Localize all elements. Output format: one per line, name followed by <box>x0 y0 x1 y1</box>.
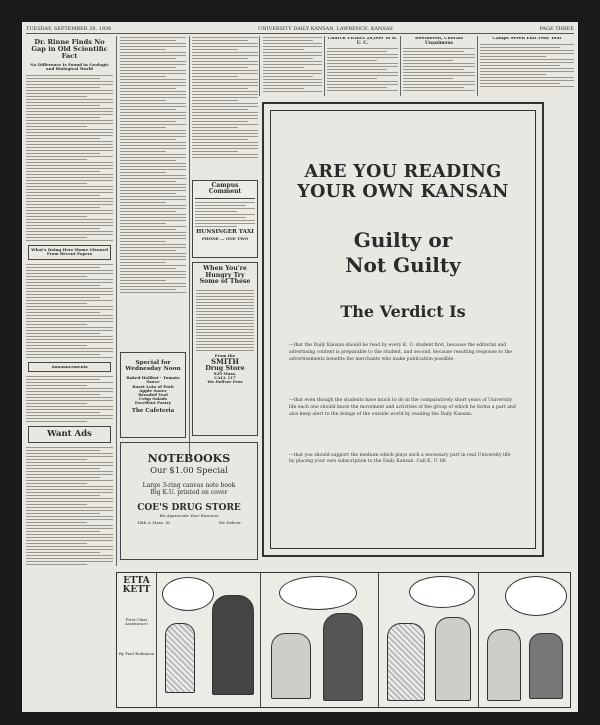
notebooks-line-1: Large 3-ring canvas note book <box>142 482 236 490</box>
smith-phone: CALL 117 <box>214 374 236 380</box>
rinne-subhead: No Difference Is Found in Geologic and Biological World <box>30 61 109 71</box>
comic-panel-4 <box>479 573 572 707</box>
comic-title: ETTA KETT <box>122 576 151 596</box>
special-box <box>120 352 186 438</box>
camps-headline: Camps Seven Edit Four Year <box>492 37 562 41</box>
ad-paragraph-3: —that you should support the medium which plays such a necessary part in real University life by placing your own subscription to the Daily Kansan. Call K. U. 66. <box>289 452 511 465</box>
hunsinger-phone: PHONE — ONE TWO <box>201 236 249 242</box>
header-masthead: UNIVERSITY DAILY KANSAN, LAWRENCE, KANSAS <box>258 25 393 32</box>
comic-panel-2 <box>261 573 379 707</box>
announcement-text <box>26 376 113 422</box>
ad-paragraph-2: —that even though the students have much to do in the comparatively short years of University life each one should know the movement and activities of the group of which he forms a part and also keep alert to the doings of the outside world by reading the Daily Kansan. <box>289 397 516 417</box>
special-item: Breaded Veal <box>138 391 168 397</box>
column-3 <box>192 37 258 177</box>
notebooks-subtitle: Our $1.00 Special <box>150 465 228 476</box>
ad-verdict: The Verdict Is <box>340 302 466 322</box>
column-3-text <box>192 37 258 158</box>
special-item: Excellent Pastry <box>134 400 172 406</box>
coes-address: 14th & Mass. St. <box>137 519 172 525</box>
ad-headline: ARE YOU READING YOUR OWN KANSAN <box>297 162 509 202</box>
comic-panel-1 <box>157 573 261 707</box>
hungry-menu-list <box>196 290 254 351</box>
column-2 <box>120 37 186 347</box>
coes-drug-store: COE'S DRUG STORE <box>137 503 241 514</box>
want-ads-box: Want Ads <box>28 426 111 443</box>
top-right-column-4 <box>480 37 574 97</box>
column-1 <box>26 37 113 712</box>
hungry-from: From the <box>214 352 236 358</box>
article-text <box>26 75 113 241</box>
ad-paragraph-1: —that the Daily Kansan should be read by every K. U. student first, because the editorial and advertising content is preparable to the student, and second, because resulting response to the advertisements benefits the merchants who make publication possible. <box>289 343 513 362</box>
beethoven-headline: Beethoven, Chorals Unanimous <box>415 37 463 46</box>
etta-kett-comic <box>116 572 571 708</box>
comic-panel-3 <box>379 573 479 707</box>
special-title: Special for Wednesday Noon <box>125 360 181 373</box>
coes-deliver: We Deliver <box>218 519 241 525</box>
header-date: TUESDAY, SEPTEMBER 29, 1936 <box>26 25 112 32</box>
header-page-number: PAGE THREE <box>539 25 574 32</box>
article-text-2 <box>26 264 113 358</box>
coes-tagline: We Appreciate Your Business <box>159 512 219 518</box>
comic-title-panel <box>117 573 157 707</box>
newspaper-page <box>22 22 578 712</box>
special-footer: The Cafeteria <box>131 408 175 415</box>
top-right-column-3 <box>403 37 475 97</box>
ad-guilty: Guilty or Not Guilty <box>345 228 461 278</box>
hungry-box <box>192 262 258 436</box>
column-2-text <box>120 37 186 293</box>
whats-doing-box: What's Doing Here Home Gleaned From Recent Papers <box>28 245 111 259</box>
special-item: Apple Sauce <box>139 387 167 393</box>
notebooks-box <box>120 442 258 560</box>
want-ads-text <box>26 447 113 565</box>
special-item: Crisp Salads <box>139 396 167 402</box>
kansan-advertisement <box>262 102 544 557</box>
top-right-column-1 <box>263 37 322 97</box>
smith-drug-store: Drug Store <box>205 364 245 373</box>
campus-comment-box <box>192 180 258 258</box>
hungry-title: When You're Hungry Try Some of These <box>199 265 251 285</box>
special-item: Roast Loin of Pork <box>132 383 174 389</box>
rinne-headline: Dr. Rinne Finds No Gap in Old Scientific Fact <box>31 38 108 60</box>
smith-delivery: We Deliver Free <box>207 379 243 385</box>
smith-name: SMITH <box>211 356 239 366</box>
comic-byline: By Paul Robinson <box>118 651 155 657</box>
page-header <box>26 24 574 34</box>
notebooks-line-2: Big K.U. printed on cover <box>150 488 228 496</box>
announcements-box: Announcements <box>28 362 111 372</box>
notebooks-title: NOTEBOOKS <box>147 452 231 465</box>
campus-comment-text <box>195 202 255 227</box>
special-item: Baked Halibut - Tomato Sauce <box>126 375 180 385</box>
campus-comment-title: Campus Comment <box>195 183 255 199</box>
smith-address: 929 Mass. <box>213 370 237 376</box>
church-picnics-headline: Church Picnics 28,000 To K. U. C. <box>327 37 398 46</box>
top-right-column-2 <box>327 37 398 97</box>
comic-caption: First Class Assistance! <box>124 616 149 627</box>
hunsinger-taxi: HUNSINGER TAXI <box>196 228 254 235</box>
